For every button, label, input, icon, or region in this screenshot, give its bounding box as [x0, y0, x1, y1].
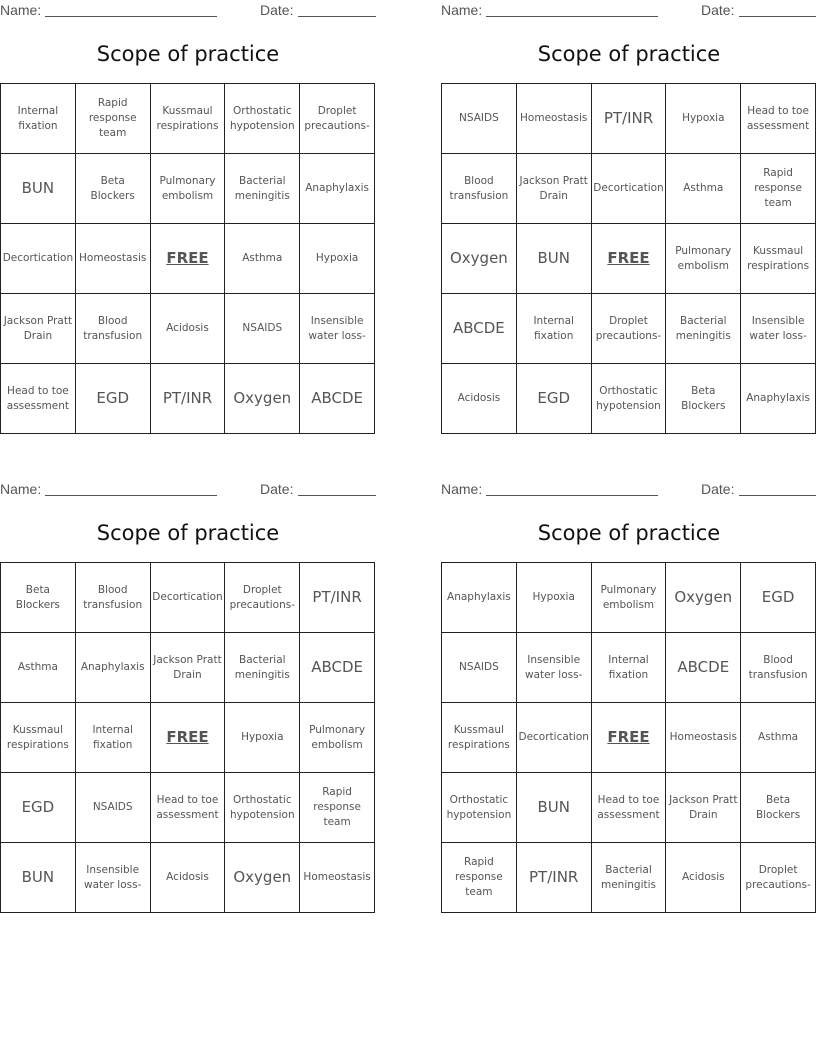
name-blank-line[interactable]	[486, 16, 658, 17]
bingo-cell[interactable]: Blood transfusion	[76, 563, 151, 633]
name-blank-line[interactable]	[45, 16, 217, 17]
bingo-cell[interactable]: Hypoxia	[225, 703, 300, 773]
bingo-cell[interactable]: Anaphylaxis	[741, 364, 816, 434]
date-label: Date:	[260, 481, 294, 497]
bingo-cell[interactable]: Internal fixation	[76, 703, 151, 773]
bingo-cell[interactable]: Asthma	[666, 154, 741, 224]
bingo-cell[interactable]: Hypoxia	[517, 563, 592, 633]
date-label: Date:	[701, 2, 735, 18]
bingo-cell[interactable]: Blood transfusion	[442, 154, 517, 224]
bingo-cell[interactable]: BUN	[517, 224, 592, 294]
bingo-cell[interactable]: PT/INR	[151, 364, 226, 434]
bingo-cell[interactable]: Jackson Pratt Drain	[666, 773, 741, 843]
name-label: Name:	[441, 2, 483, 18]
bingo-cell[interactable]: Anaphylaxis	[442, 563, 517, 633]
bingo-cell[interactable]: Rapid response team	[442, 843, 517, 913]
bingo-cell[interactable]: EGD	[1, 773, 76, 843]
bingo-cell[interactable]: Oxygen	[442, 224, 517, 294]
free-space[interactable]: FREE	[151, 224, 226, 294]
card-title: Scope of practice	[96, 42, 280, 66]
bingo-cell[interactable]: BUN	[517, 773, 592, 843]
bingo-cell[interactable]: Jackson Pratt Drain	[1, 294, 76, 364]
date-blank-line[interactable]	[739, 495, 816, 496]
bingo-cell[interactable]: Head to toe assessment	[1, 364, 76, 434]
bingo-cell[interactable]: Oxygen	[666, 563, 741, 633]
bingo-cell[interactable]: ABCDE	[666, 633, 741, 703]
bingo-cell[interactable]: BUN	[1, 843, 76, 913]
bingo-cell[interactable]: Asthma	[1, 633, 76, 703]
bingo-cell[interactable]: Decortication	[592, 154, 667, 224]
bingo-cell[interactable]: Droplet precautions-	[225, 563, 300, 633]
bingo-cell[interactable]: Orthostatic hypotension	[225, 773, 300, 843]
bingo-cell[interactable]: Oxygen	[225, 364, 300, 434]
bingo-cell[interactable]: Insensible water loss-	[741, 294, 816, 364]
bingo-cell[interactable]: Acidosis	[442, 364, 517, 434]
bingo-grid	[0, 83, 375, 434]
bingo-cell[interactable]: ABCDE	[300, 364, 375, 434]
bingo-cell[interactable]: Kussmaul respirations	[151, 84, 226, 154]
name-date-row	[0, 479, 376, 499]
bingo-cell[interactable]: Hypoxia	[300, 224, 375, 294]
bingo-card-4	[441, 479, 816, 919]
bingo-cell[interactable]: Bacterial meningitis	[666, 294, 741, 364]
name-blank-line[interactable]	[45, 495, 217, 496]
bingo-cell[interactable]: Jackson Pratt Drain	[517, 154, 592, 224]
bingo-cell[interactable]: Asthma	[741, 703, 816, 773]
bingo-cell[interactable]: Rapid response team	[300, 773, 375, 843]
bingo-cell[interactable]: Pulmonary embolism	[592, 563, 667, 633]
bingo-cell[interactable]: Homeostasis	[300, 843, 375, 913]
name-label: Name:	[0, 2, 42, 18]
bingo-cell[interactable]: Bacterial meningitis	[225, 154, 300, 224]
date-blank-line[interactable]	[739, 16, 816, 17]
bingo-cell[interactable]: PT/INR	[300, 563, 375, 633]
free-space[interactable]: FREE	[592, 703, 667, 773]
bingo-cell[interactable]: NSAIDS	[442, 84, 517, 154]
bingo-cell[interactable]: Droplet precautions-	[741, 843, 816, 913]
bingo-cell[interactable]: Pulmonary embolism	[300, 703, 375, 773]
name-date-row	[441, 479, 816, 499]
bingo-cell[interactable]: ABCDE	[300, 633, 375, 703]
bingo-grid	[441, 562, 816, 913]
bingo-cell[interactable]: ABCDE	[442, 294, 517, 364]
bingo-cell[interactable]: Rapid response team	[76, 84, 151, 154]
name-date-row	[0, 0, 376, 20]
bingo-cell[interactable]: Orthostatic hypotension	[592, 364, 667, 434]
bingo-cell[interactable]: Homeostasis	[666, 703, 741, 773]
bingo-grid	[441, 83, 816, 434]
bingo-cell[interactable]: Orthostatic hypotension	[225, 84, 300, 154]
bingo-cell[interactable]: Acidosis	[151, 843, 226, 913]
bingo-cell[interactable]: Insensible water loss-	[517, 633, 592, 703]
bingo-cell[interactable]: Kussmaul respirations	[741, 224, 816, 294]
bingo-cell[interactable]: Hypoxia	[666, 84, 741, 154]
bingo-cell[interactable]: Blood transfusion	[76, 294, 151, 364]
bingo-cell[interactable]: Decortication	[151, 563, 226, 633]
bingo-cell[interactable]: EGD	[517, 364, 592, 434]
bingo-cell[interactable]: Head to toe assessment	[592, 773, 667, 843]
bingo-cell[interactable]: Bacterial meningitis	[592, 843, 667, 913]
card-title: Scope of practice	[96, 521, 280, 545]
card-title: Scope of practice	[537, 521, 721, 545]
name-blank-line[interactable]	[486, 495, 658, 496]
bingo-cell[interactable]: Head to toe assessment	[741, 84, 816, 154]
free-space[interactable]: FREE	[151, 703, 226, 773]
bingo-cell[interactable]: NSAIDS	[442, 633, 517, 703]
bingo-cell[interactable]: NSAIDS	[76, 773, 151, 843]
bingo-cell[interactable]: Beta Blockers	[741, 773, 816, 843]
bingo-cell[interactable]: PT/INR	[592, 84, 667, 154]
bingo-card-1	[0, 0, 376, 440]
bingo-cell[interactable]: Acidosis	[151, 294, 226, 364]
bingo-cell[interactable]: Homeostasis	[76, 224, 151, 294]
bingo-cell[interactable]: Homeostasis	[517, 84, 592, 154]
bingo-grid	[0, 562, 375, 913]
bingo-cell[interactable]: PT/INR	[517, 843, 592, 913]
bingo-card-2	[441, 0, 816, 440]
date-blank-line[interactable]	[298, 16, 376, 17]
bingo-cell[interactable]: Bacterial meningitis	[225, 633, 300, 703]
bingo-cell[interactable]: Anaphylaxis	[76, 633, 151, 703]
bingo-cell[interactable]: Kussmaul respirations	[1, 703, 76, 773]
bingo-cell[interactable]: Jackson Pratt Drain	[151, 633, 226, 703]
bingo-cell[interactable]: NSAIDS	[225, 294, 300, 364]
bingo-card-3	[0, 479, 376, 919]
bingo-cell[interactable]: Acidosis	[666, 843, 741, 913]
bingo-cell[interactable]: Rapid response team	[741, 154, 816, 224]
date-blank-line[interactable]	[298, 495, 376, 496]
bingo-cell[interactable]: Beta Blockers	[76, 154, 151, 224]
name-label: Name:	[0, 481, 42, 497]
bingo-cell[interactable]: Pulmonary embolism	[151, 154, 226, 224]
bingo-cell[interactable]: Oxygen	[225, 843, 300, 913]
date-label: Date:	[260, 2, 294, 18]
free-space[interactable]: FREE	[592, 224, 667, 294]
bingo-cell[interactable]: Pulmonary embolism	[666, 224, 741, 294]
bingo-cell[interactable]: Insensible water loss-	[76, 843, 151, 913]
bingo-cell[interactable]: Kussmaul respirations	[442, 703, 517, 773]
bingo-cell[interactable]: Beta Blockers	[1, 563, 76, 633]
bingo-cell[interactable]: Head to toe assessment	[151, 773, 226, 843]
bingo-cell[interactable]: Droplet precautions-	[300, 84, 375, 154]
bingo-cell[interactable]: Asthma	[225, 224, 300, 294]
bingo-cell[interactable]: BUN	[1, 154, 76, 224]
bingo-cell[interactable]: Droplet precautions-	[592, 294, 667, 364]
card-title: Scope of practice	[537, 42, 721, 66]
bingo-cell[interactable]: EGD	[741, 563, 816, 633]
bingo-cell[interactable]: Internal fixation	[1, 84, 76, 154]
date-label: Date:	[701, 481, 735, 497]
name-date-row	[441, 0, 816, 20]
bingo-cell[interactable]: Decortication	[517, 703, 592, 773]
bingo-cell[interactable]: Anaphylaxis	[300, 154, 375, 224]
name-label: Name:	[441, 481, 483, 497]
bingo-cell[interactable]: Insensible water loss-	[300, 294, 375, 364]
bingo-cell[interactable]: Orthostatic hypotension	[442, 773, 517, 843]
bingo-cell[interactable]: Internal fixation	[592, 633, 667, 703]
bingo-cell[interactable]: Blood transfusion	[741, 633, 816, 703]
bingo-cell[interactable]: Beta Blockers	[666, 364, 741, 434]
bingo-cell[interactable]: Decortication	[1, 224, 76, 294]
bingo-cell[interactable]: Internal fixation	[517, 294, 592, 364]
bingo-cell[interactable]: EGD	[76, 364, 151, 434]
